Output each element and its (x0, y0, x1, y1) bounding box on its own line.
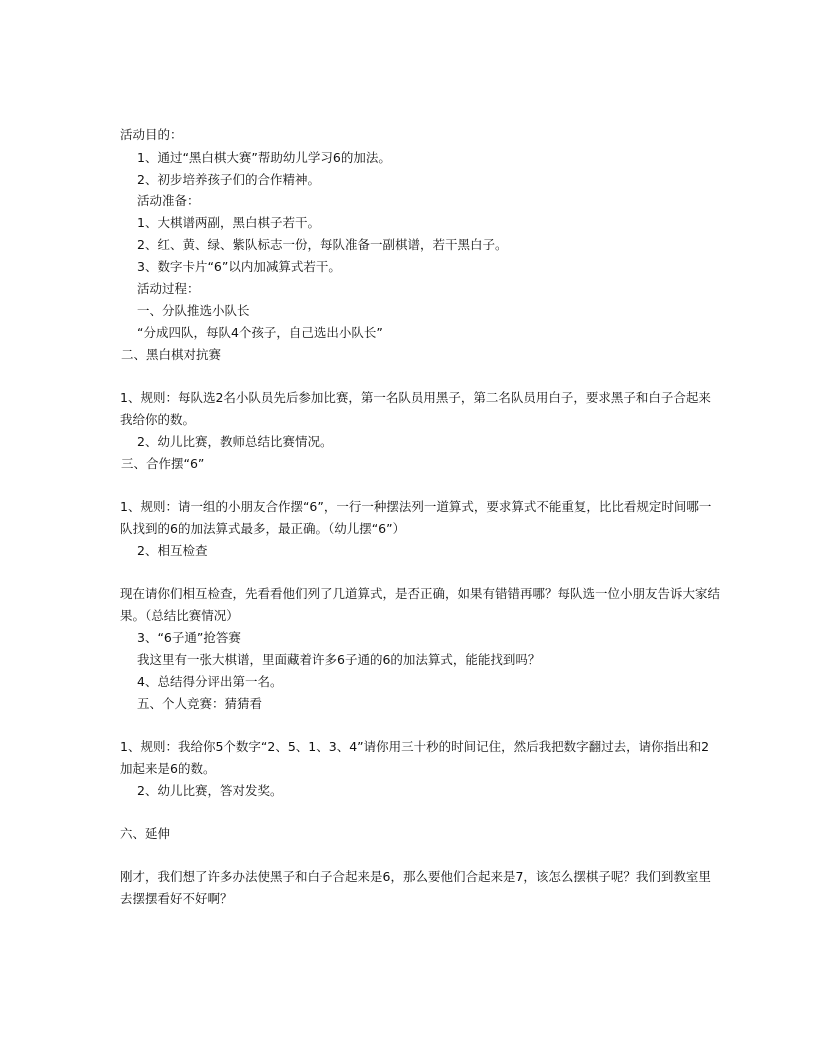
extension-text-line-2: 去摆摆看好不好啊？ (120, 891, 233, 906)
check-text-line-1: 现在请你们相互检查，先看看他们列了几道算式，是否正确，如果有错错再哪？每队选一位小朋友告诉大家结 (120, 586, 721, 601)
step-3-item-4: 4、总结得分评出第一名。 (137, 674, 283, 689)
section-heading-goals: 活动目的： (120, 127, 183, 142)
step-5-rule-line-2: 加起来是6的数。 (120, 761, 216, 776)
prep-item-3: 3、数字卡片“6”以内加减算式若干。 (137, 259, 341, 274)
prep-item-2: 2、红、黄、绿、紫队标志一份，每队准备一副棋谱，若干黑白子。 (137, 237, 508, 252)
step-heading-1: 一、分队推选小队长 (137, 303, 250, 318)
section-heading-preparation: 活动准备： (137, 193, 200, 208)
step-2-rule-line-1: 1、规则：每队选2名小队员先后参加比赛，第一名队员用黑子，第二名队员用白子，要求黑子和白子合起来 (120, 390, 711, 405)
step-5-rule-line-1: 1、规则：我给你5个数字“2、5、1、3、4”请你用三十秒的时间记住，然后我把数字翻过去，请你指出和2 (120, 739, 710, 754)
check-text-line-2: 果。（总结比赛情况） (120, 608, 239, 623)
step-heading-3: 三、合作摆“6” (121, 456, 205, 471)
prep-item-1: 1、大棋谱两副，黑白棋子若干。 (137, 215, 320, 230)
goal-item-2: 2、初步培养孩子们的合作精神。 (137, 172, 320, 187)
step-heading-6: 六、延伸 (120, 826, 171, 841)
goal-item-1: 1、通过“黑白棋大赛”帮助幼儿学习6的加法。 (137, 150, 391, 165)
extension-text-line-1: 刚才，我们想了许多办法使黑子和白子合起来是6，那么要他们合起来是7，该怎么摆棋子呢？我们到教室里 (120, 869, 711, 884)
step-heading-5: 五、个人竞赛：猜猜看 (137, 696, 263, 711)
step-3-item-3-text: 我这里有一张大棋谱，里面藏着许多6子通的6的加法算式，能能找到吗？ (137, 652, 541, 667)
step-3-item-2: 2、相互检查 (137, 543, 208, 558)
step-2-item-2: 2、幼儿比赛，教师总结比赛情况。 (137, 434, 333, 449)
step-2-rule-line-2: 我给你的数。 (120, 412, 196, 427)
step-3-item-3: 3、“6子通”抢答赛 (137, 630, 241, 645)
step-3-rule-line-1: 1、规则：请一组的小朋友合作摆“6”，一行一种摆法列一道算式，要求算式不能重复，比比看规定时间哪一 (120, 499, 712, 514)
section-heading-process: 活动过程： (137, 281, 200, 296)
step-1-text: “分成四队，每队4个孩子，自己选出小队长” (137, 325, 383, 340)
step-5-item-2: 2、幼儿比赛，答对发奖。 (137, 783, 283, 798)
step-3-rule-line-2: 队找到的6的加法算式最多，最正确。（幼儿摆“6”） (120, 521, 406, 536)
step-heading-2: 二、黑白棋对抗赛 (121, 347, 222, 362)
